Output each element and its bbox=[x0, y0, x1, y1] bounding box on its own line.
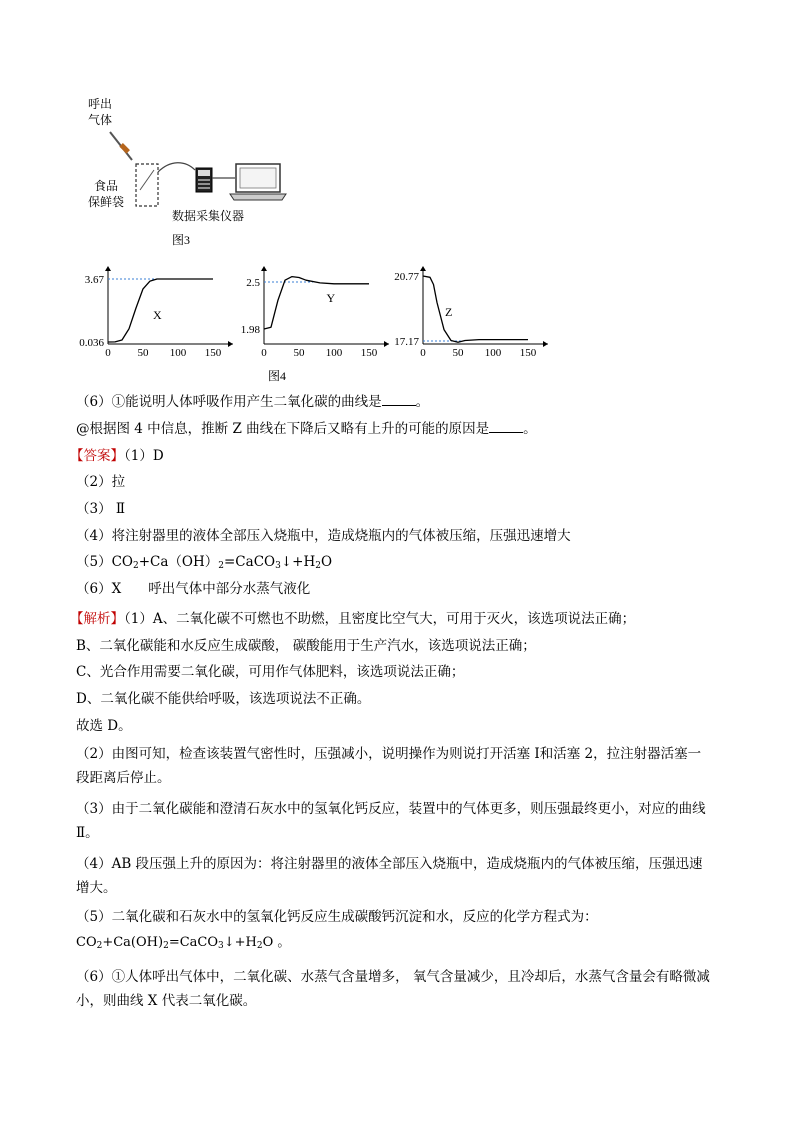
figure4-caption: 图4 bbox=[268, 369, 287, 383]
bag-label-2: 保鲜袋 bbox=[88, 195, 125, 209]
answer-a2: （2）拉 bbox=[76, 474, 126, 490]
chart-y-x-tick-0: 0 bbox=[261, 347, 267, 359]
chart-x-x-arrow bbox=[228, 341, 233, 347]
analysis-p8-l1: （4）AB 段压强上升的原因为：将注射器里的液体全部压入烧瓶中，造成烧瓶内的气体被压缩，压强迅速 bbox=[76, 856, 703, 872]
chart-z-x-tick-0: 0 bbox=[420, 347, 426, 359]
bag-label-1: 食品 bbox=[94, 179, 119, 193]
analysis-p7-l1: （3）由于二氧化碳能和澄清石灰水中的氢氧化钙反应，装置中的气体更多，则压强最终更小，对应的曲线 bbox=[76, 801, 706, 817]
answer-a6: （6）X 呼出气体中部分水蒸气液化 bbox=[76, 581, 311, 597]
chart-x-series-label: X bbox=[153, 308, 162, 322]
chart-y-x-tick-50: 50 bbox=[293, 347, 305, 359]
breath-label-2: 气体 bbox=[88, 113, 113, 127]
chart-z-y-arrow bbox=[420, 266, 426, 271]
answer-tag: 【答案】 bbox=[70, 448, 124, 464]
laptop-base bbox=[230, 194, 286, 200]
chart-z-x-tick-100: 100 bbox=[484, 347, 502, 359]
chart-z-series-label: Z bbox=[445, 305, 453, 319]
food-bag bbox=[136, 164, 158, 206]
chart-z-x-tick-150: 150 bbox=[519, 347, 537, 359]
figure3-apparatus bbox=[60, 90, 300, 250]
figure4-charts bbox=[68, 262, 548, 384]
chart-y-y-tick-2.5: 2.5 bbox=[246, 277, 260, 289]
chart-x-x-tick-50: 50 bbox=[137, 347, 149, 359]
analysis-p2: B、二氧化碳能和水反应生成碳酸， 碳酸能用于生产汽水，该选项说法正确； bbox=[76, 638, 536, 654]
analysis-p5: 故选 D。 bbox=[76, 718, 132, 734]
analysis-p6-l1: （2）由图可知，检查该装置气密性时，压强减小，说明操作为则说打开活塞 Ⅰ和活塞 2，拉注射器活塞一 bbox=[76, 746, 702, 762]
analysis-p6-l2: 段距离后停止。 bbox=[76, 770, 171, 786]
breath-label-1: 呼出 bbox=[88, 97, 113, 111]
chart-y-series-label: Y bbox=[326, 291, 336, 305]
analysis-p7-l2: Ⅱ。 bbox=[76, 825, 99, 841]
analysis-equation: $CO_2+Ca(OH)_2=CaCO_3↓+H_2O$ 。 bbox=[76, 935, 291, 951]
analysis-p8-l2: 增大。 bbox=[76, 880, 117, 896]
chart-y-y-tick-1.98: 1.98 bbox=[240, 324, 260, 336]
analysis-tag: 【解析】 bbox=[70, 611, 124, 627]
analysis-p3: C、光合作用需要二氧化碳，可用作气体肥料，该选项说法正确； bbox=[76, 664, 465, 680]
figure3-caption: 图3 bbox=[172, 233, 191, 247]
answer-a5: $(5)CO_2+Ca(OH)_2=CaCO_3↓+H_2O$ bbox=[76, 554, 333, 571]
blank-1 bbox=[382, 393, 416, 406]
chart-x-x-tick-150: 150 bbox=[204, 347, 222, 359]
chart-x-x-tick-0: 0 bbox=[105, 347, 111, 359]
analysis-p10-l2: 小，则曲线 X 代表二氧化碳。 bbox=[76, 993, 257, 1009]
q6-part2-line: @根据图 4 中信息，推断 Z 曲线在下降后又略有上升的可能的原因是 。 bbox=[76, 421, 537, 437]
q6-part1-line: （6）①能说明人体呼吸作用产生二氧化碳的曲线是 。 bbox=[76, 394, 430, 410]
chart-z-y-tick-20.77: 20.77 bbox=[394, 271, 419, 283]
chart-y-x-tick-150: 150 bbox=[360, 347, 378, 359]
answer-a1-line: 【答案】（1）D bbox=[70, 448, 164, 464]
chart-y-curve bbox=[264, 277, 369, 329]
analysis-p1-line: 【解析】（1）A、二氧化碳不可燃也不助燃，且密度比空气大，可用于灭火，该选项说法正确； bbox=[70, 611, 636, 627]
chart-z-y-tick-17.17: 17.17 bbox=[394, 336, 419, 348]
answer-a3: （3） Ⅱ bbox=[76, 501, 126, 517]
analysis-p4: D、二氧化碳不能供给呼吸，该选项说法不正确。 bbox=[76, 691, 371, 707]
collector-label: 数据采集仪器 bbox=[172, 209, 245, 223]
chart-x-x-tick-100: 100 bbox=[169, 347, 187, 359]
chart-z-x-tick-50: 50 bbox=[452, 347, 464, 359]
analysis-p9: （5）二氧化碳和石灰水中的氢氧化钙反应生成碳酸钙沉淀和水，反应的化学方程式为： bbox=[76, 909, 598, 925]
sensor-cable bbox=[158, 163, 195, 172]
chart-x-y-tick-0.036: 0.036 bbox=[79, 337, 104, 349]
answer-a4: （4）将注射器里的液体全部压入烧瓶中，造成烧瓶内的气体被压缩，压强迅速增大 bbox=[76, 528, 571, 544]
blank-2 bbox=[489, 420, 523, 433]
chart-y-x-tick-100: 100 bbox=[325, 347, 343, 359]
chart-x-y-arrow bbox=[105, 266, 111, 271]
chart-z-x-arrow bbox=[543, 341, 548, 347]
chart-y-y-arrow bbox=[261, 266, 267, 271]
chart-z-curve bbox=[423, 276, 528, 342]
chart-y-x-arrow bbox=[384, 341, 389, 347]
chart-x-y-tick-3.67: 3.67 bbox=[84, 274, 104, 286]
analysis-p10-l1: （6）①人体呼出气体中，二氧化碳、水蒸气含量增多， 氧气含量减少，且冷却后，水蒸气含量会有略微减 bbox=[76, 969, 710, 985]
